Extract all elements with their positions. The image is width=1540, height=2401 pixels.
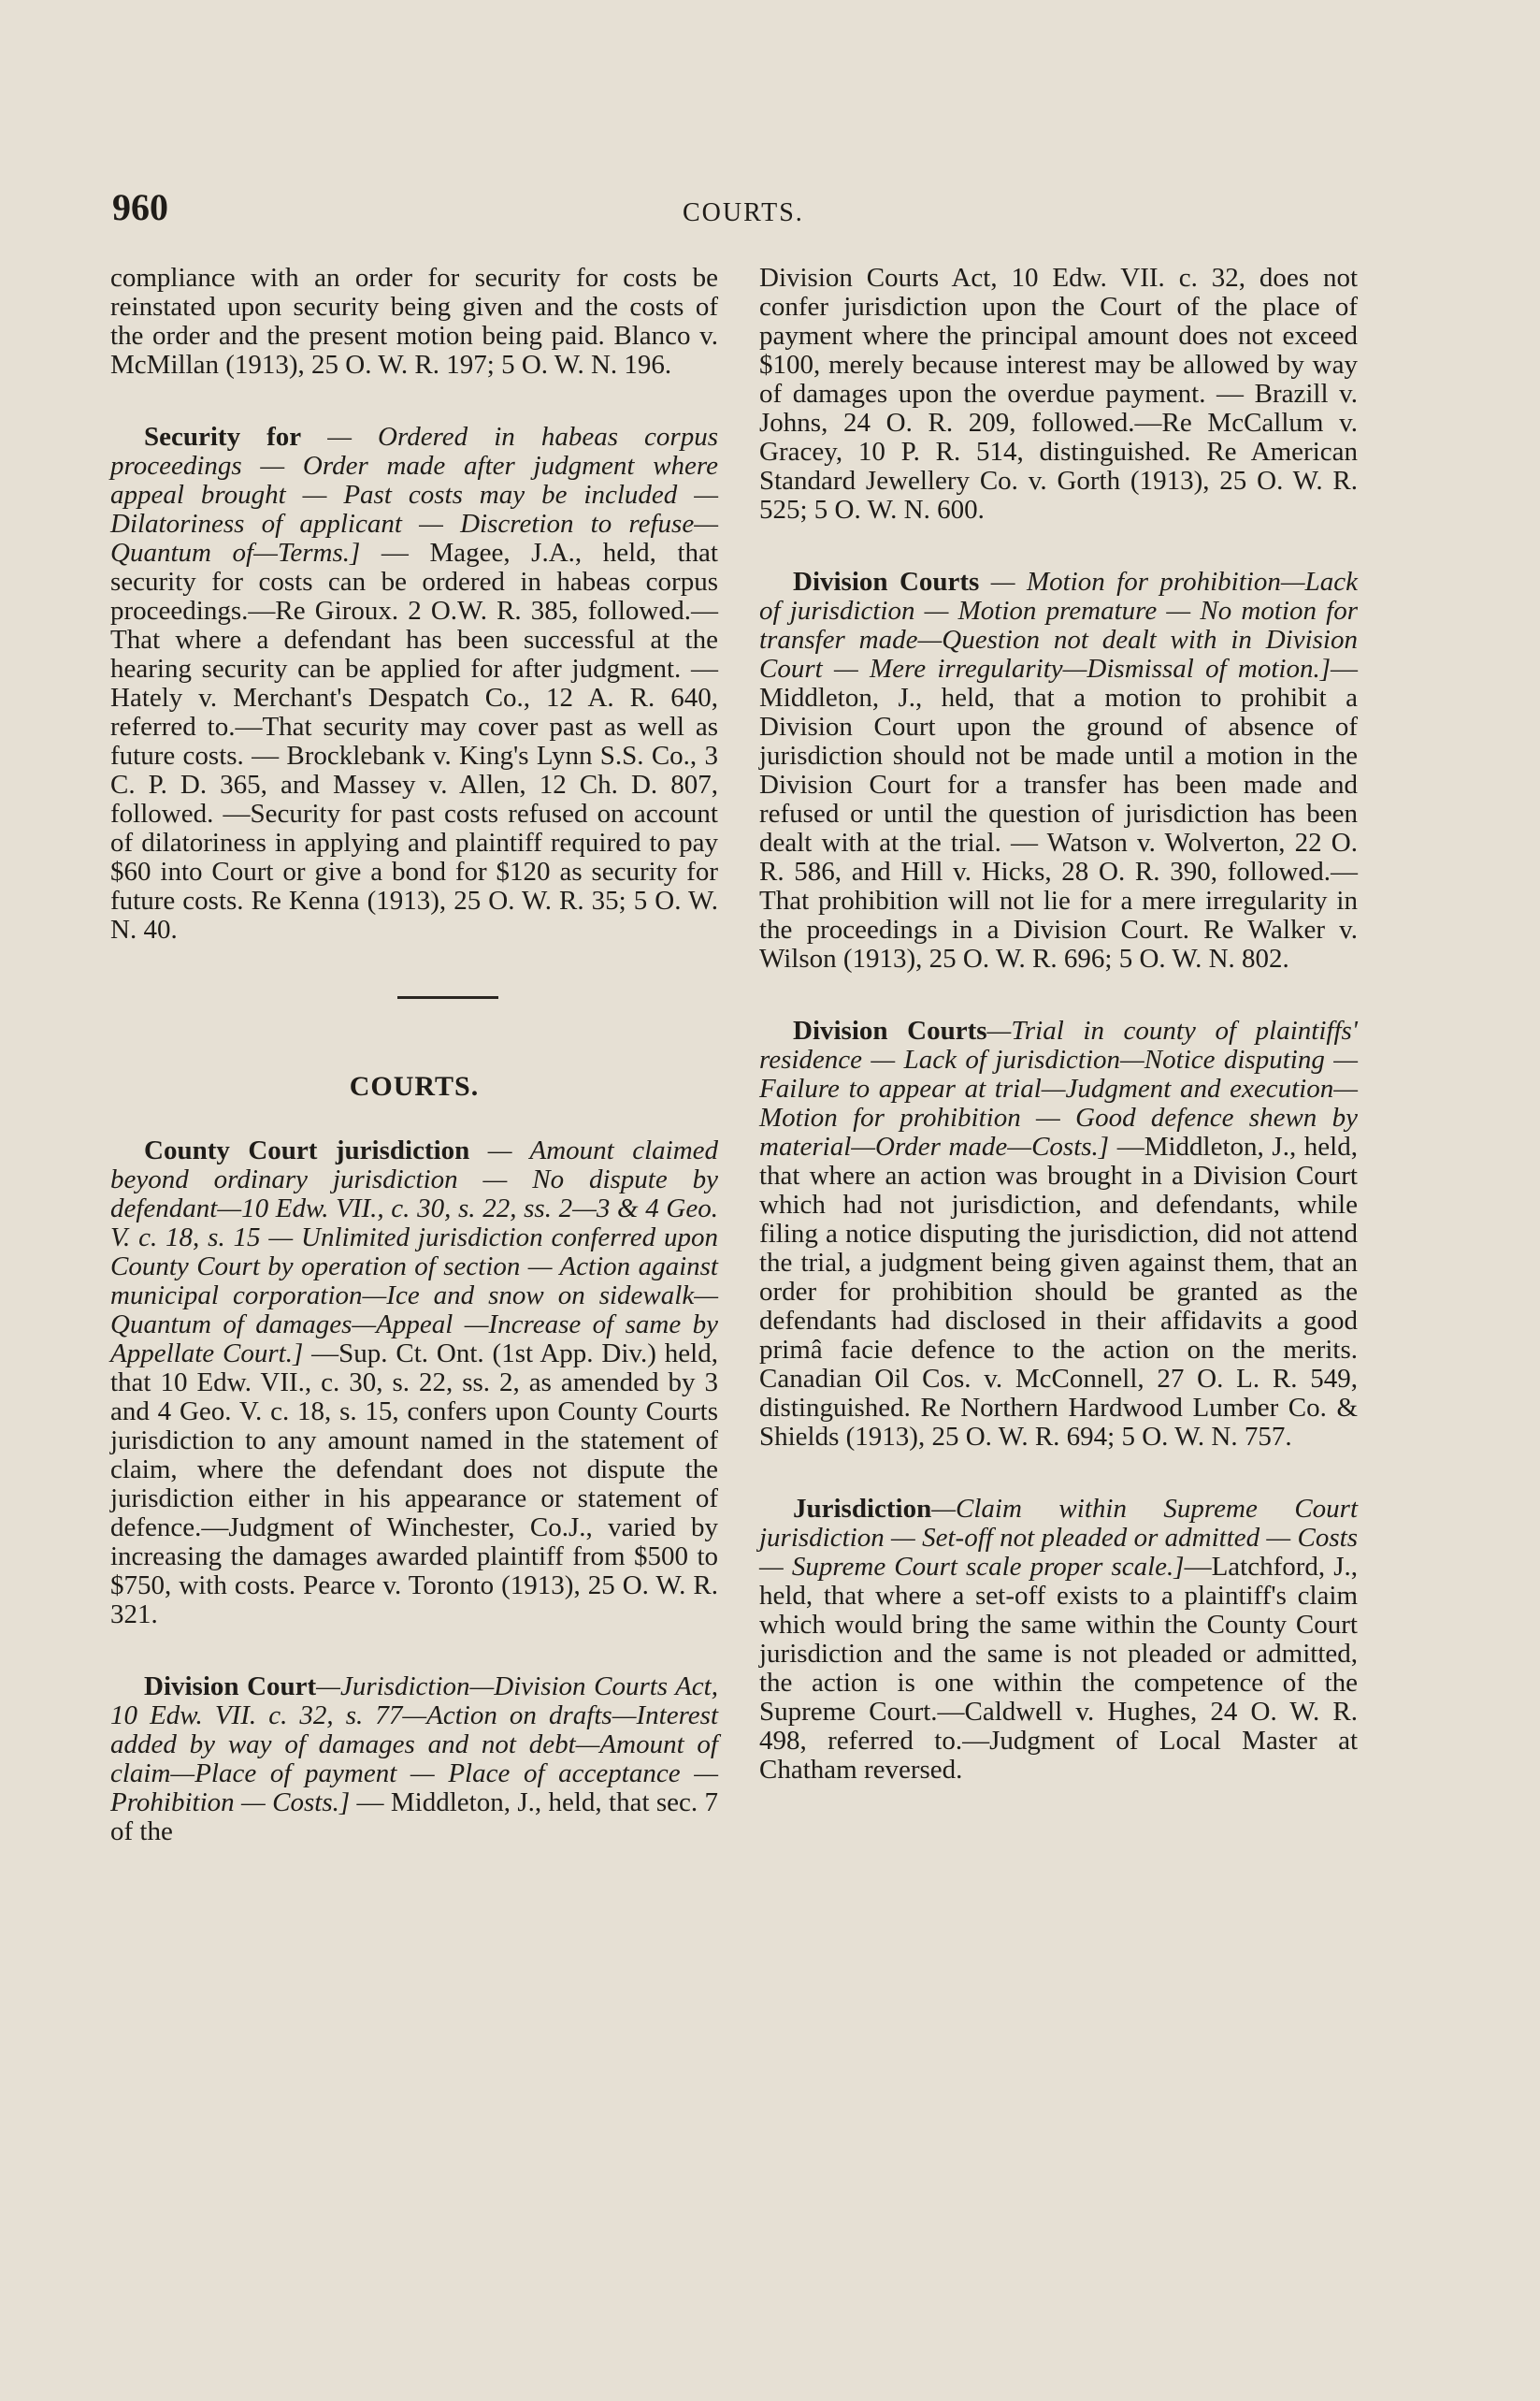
right-column [759,264,1358,1828]
continued-paragraph: Division Courts Act, 10 Edw. VII. c. 32, does not confer jurisdiction upon the Court of the place of payment where the principal amount does not exceed $100, merely because interest may be allowed by way of damages upon the overdue payment. — Brazill v. Johns, 24 O. R. 209, followed.—Re McCallum v. Gracey, 10 P. R. 514, distinguished. Re American Standard Jewellery Co. v. Gorth (1913), 25 O. W. R. 525; 5 O. W. N. 600. [759,263,1358,525]
entry-headnote: —Trial in county of plaintiffs' residence — Lack of jurisdiction—Notice disputing — Failure to appear at trial—Judgment and execution—Motion for prohibition — Good defence shewn by material—Order made—Costs.] [759,1016,1358,1162]
entry-keyword: Security for [144,422,302,452]
entry-body: —Latchford, J., held, that where a set-off exists to a plaintiff's claim which would bring the same within the County Court jurisdiction and the same is not pleaded or admitted, the action is one within the competence of the Supreme Court.—Caldwell v. Hughes, 24 O. W. R. 498, referred to.—Judgment of Local Master at Chatham reversed. [759,1552,1358,1785]
entry-keyword: County Court jurisdiction [144,1135,470,1165]
entry-keyword: Division Courts [793,567,980,597]
entry-headnote: — Motion for prohibition—Lack of jurisdiction — Motion premature — No motion for transfer made—Question not dealt with in Division Court — Mere irregularity—Dismissal of motion.] [759,567,1359,684]
left-column [110,264,718,1889]
entry-security-for [110,423,718,945]
entry-body: — Middleton, J., held, that sec. 7 of the [110,1787,718,1846]
entry-keyword: Division Courts [793,1016,987,1046]
entry-division-courts-trial [759,1017,1358,1452]
intro-paragraph: compliance with an order for security for costs be reinstated upon security being given and the costs of the order and the present motion being paid. Blanco v. McMillan (1913), 25 O. W. R. 197; 5 O. W. N. 196. [110,263,718,380]
entry-division-courts-prohibition [759,568,1358,974]
section-divider [397,996,498,999]
entry-county-court [110,1136,718,1629]
running-head: COURTS. [683,198,804,227]
entry-keyword: Division Court [144,1671,317,1701]
entry-headnote: — Ordered in habeas corpus proceedings — Order made after judgment where appeal brought — Past costs may be included — Dilatoriness of applicant — Discretion to refuse—Quantum of—Terms.] [110,422,718,568]
entry-headnote: —Jurisdiction—Division Courts Act, 10 Edw. VII. c. 32, s. 77—Action on drafts—Interest added by way of damages and not debt—Amount of claim—Place of payment — Place of acceptance — Prohibition — Costs.] [110,1671,718,1817]
section-heading: COURTS. [349,1071,480,1102]
entry-headnote: — Amount claimed beyond ordinary jurisdiction — No dispute by defendant—10 Edw. VII., c. 30, s. 22, ss. 2—3 & 4 Geo. V. c. 18, s. 15 — Unlimited jurisdiction conferred upon County Court by operation of section — Action against municipal corporation—Ice and snow on sidewalk—Quantum of damages—Appeal —Increase of same by Appellate Court.] [110,1135,719,1368]
entry-jurisdiction [759,1495,1358,1785]
entry-headnote: —Claim within Supreme Court jurisdiction — Set-off not pleaded or admitted — Costs — Supreme Court scale proper scale.] [759,1494,1358,1582]
entry-body: — Magee, J.A., held, that security for costs can be ordered in habeas corpus proceedings.—Re Giroux. 2 O.W. R. 385, followed.—That where a defendant has been successful at the hearing security can be applied for after judgment. — Hately v. Merchant's Despatch Co., 12 A. R. 640, referred to.—That security may cover past as well as future costs. — Brocklebank v. King's Lynn S.S. Co., 3 C. P. D. 365, and Massey v. Allen, 12 Ch. D. 807, followed. —Security for past costs refused on account of dilatoriness in applying and plaintiff required to pay $60 into Court or give a bond for $120 as security for future costs. Re Kenna (1913), 25 O. W. R. 35; 5 O. W. N. 40. [110,538,718,945]
page-number: 960 [112,186,168,228]
entry-body: —Middleton, J., held, that a motion to prohibit a Division Court upon the ground of absence of jurisdiction should not be made until a motion in the Division Court for a transfer has been made and refused or until the question of jurisdiction has been dealt with at the trial. — Watson v. Wolverton, 22 O. R. 586, and Hill v. Hicks, 28 O. R. 390, followed.—That prohibition will not lie for a mere irregularity in the proceedings in a Division Court. Re Walker v. Wilson (1913), 25 O. W. R. 696; 5 O. W. N. 802. [759,654,1358,974]
entry-body: —Sup. Ct. Ont. (1st App. Div.) held, that 10 Edw. VII., c. 30, s. 22, ss. 2, as amended by 3 and 4 Geo. V. c. 18, s. 15, confers upon County Courts jurisdiction to any amount named in the statement of claim, where the defendant does not dispute the jurisdiction either in his appearance or statement of defence.—Judgment of Winchester, Co.J., varied by increasing the damages awarded plaintiff from $500 to $750, with costs. Pearce v. Toronto (1913), 25 O. W. R. 321. [110,1338,718,1629]
entry-body: —Middleton, J., held, that where an action was brought in a Division Court which had not jurisdiction, and defendants, while filing a notice disputing the jurisdiction, did not attend the trial, a judgment being given against them, that an order for prohibition should be granted as the defendants had disclosed in their affidavits a good primâ facie defence to the action on the merits. Canadian Oil Cos. v. McConnell, 27 O. L. R. 549, distinguished. Re Northern Hardwood Lumber Co. & Shields (1913), 25 O. W. R. 694; 5 O. W. N. 757. [759,1132,1358,1452]
entry-keyword: Jurisdiction [793,1494,932,1524]
entry-division-court [110,1672,718,1846]
